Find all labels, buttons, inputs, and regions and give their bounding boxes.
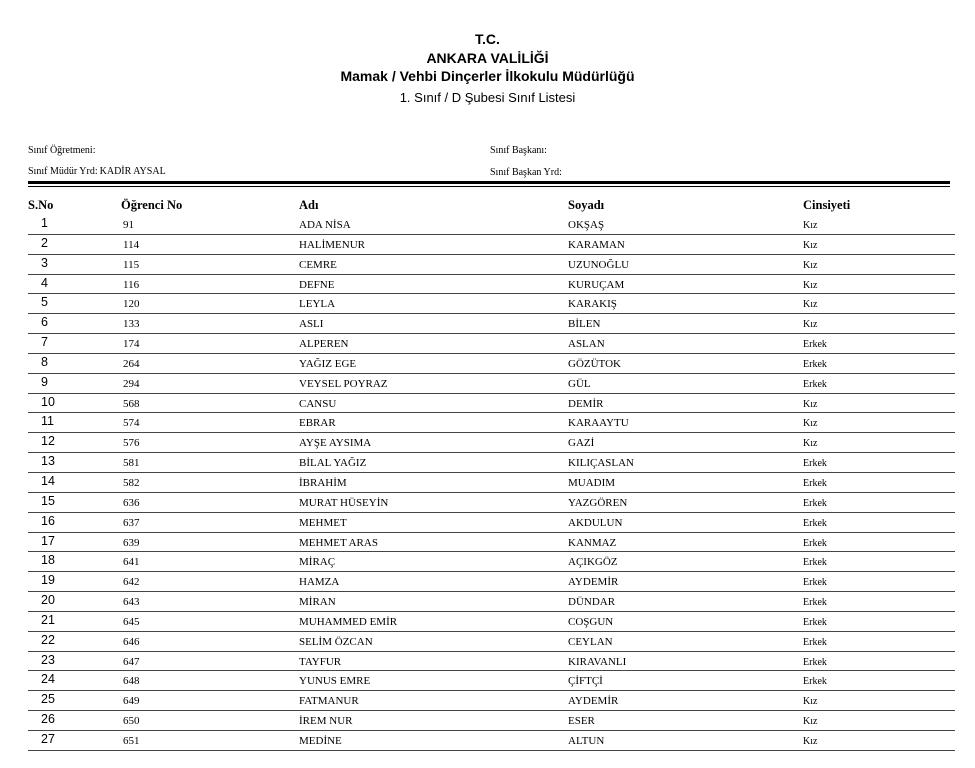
cell-student-no: 115 bbox=[123, 258, 140, 271]
cell-name: YUNUS EMRE bbox=[299, 675, 371, 688]
cell-surname: GÖZÜTOK bbox=[568, 357, 621, 370]
table-row bbox=[0, 513, 975, 533]
cell-name: İREM NUR bbox=[299, 715, 353, 728]
cell-sno: 26 bbox=[41, 712, 55, 727]
cell-surname: ÇİFTÇİ bbox=[568, 675, 603, 688]
header-valilik: ANKARA VALİLİĞİ bbox=[426, 50, 549, 66]
cell-gender: Erkek bbox=[803, 497, 827, 509]
cell-sno: 17 bbox=[41, 533, 55, 548]
header-school: Mamak / Vehbi Dinçerler İlkokulu Müdürlüğü bbox=[340, 68, 635, 84]
meta-vice-principal bbox=[28, 166, 166, 177]
cell-surname: KILIÇASLAN bbox=[568, 457, 634, 470]
cell-sno: 1 bbox=[41, 216, 48, 230]
cell-gender: Kız bbox=[803, 239, 818, 251]
cell-gender: Kız bbox=[803, 398, 818, 410]
cell-name: VEYSEL POYRAZ bbox=[299, 377, 388, 390]
cell-student-no: 574 bbox=[123, 417, 140, 430]
cell-gender: Erkek bbox=[803, 577, 827, 589]
cell-student-no: 91 bbox=[123, 219, 134, 231]
cell-gender: Erkek bbox=[803, 597, 827, 609]
cell-student-no: 649 bbox=[123, 695, 140, 708]
table-row bbox=[0, 453, 975, 473]
cell-sno: 22 bbox=[41, 632, 55, 647]
cell-name: ALPEREN bbox=[299, 338, 349, 351]
cell-sno: 21 bbox=[41, 612, 55, 627]
cell-surname: ALTUN bbox=[568, 734, 605, 747]
table-row bbox=[0, 294, 975, 314]
cell-student-no: 648 bbox=[123, 675, 140, 688]
cell-student-no: 643 bbox=[123, 596, 140, 609]
cell-gender: Erkek bbox=[803, 358, 827, 370]
col-header-sno: S.No bbox=[28, 198, 54, 212]
cell-surname: KURUÇAM bbox=[568, 278, 625, 291]
cell-gender: Kız bbox=[803, 735, 818, 747]
cell-gender: Erkek bbox=[803, 557, 827, 569]
meta-teacher-label: Sınıf Öğretmeni: bbox=[28, 145, 96, 156]
cell-gender: Kız bbox=[803, 220, 818, 231]
table-row bbox=[0, 731, 975, 751]
cell-gender: Erkek bbox=[803, 458, 827, 470]
cell-sno: 13 bbox=[41, 454, 55, 469]
cell-student-no: 114 bbox=[123, 238, 140, 251]
cell-surname: COŞGUN bbox=[568, 615, 614, 628]
table-header bbox=[0, 198, 975, 214]
cell-surname: GÜL bbox=[568, 377, 591, 390]
cell-surname: KARAKIŞ bbox=[568, 298, 617, 311]
cell-surname: KARAMAN bbox=[568, 238, 625, 251]
cell-name: HAMZA bbox=[299, 576, 340, 589]
table-row bbox=[0, 374, 975, 394]
cell-surname: GAZİ bbox=[568, 437, 595, 450]
cell-name: AYŞE AYSIMA bbox=[299, 437, 372, 450]
cell-surname: OKŞAŞ bbox=[568, 219, 605, 231]
col-header-surname: Soyadı bbox=[568, 198, 605, 212]
cell-gender: Kız bbox=[803, 716, 818, 728]
cell-sno: 8 bbox=[41, 354, 48, 369]
cell-sno: 25 bbox=[41, 692, 55, 707]
meta-vice-principal-value: KADİR AYSAL bbox=[99, 166, 166, 177]
cell-student-no: 645 bbox=[123, 615, 140, 628]
cell-surname: DEMİR bbox=[568, 397, 604, 410]
cell-gender: Erkek bbox=[803, 616, 827, 628]
cell-gender: Kız bbox=[803, 279, 818, 291]
cell-name: CANSU bbox=[299, 397, 337, 410]
cell-gender: Erkek bbox=[803, 517, 827, 529]
cell-surname: AKDULUN bbox=[568, 516, 623, 529]
table-row bbox=[0, 533, 975, 553]
cell-student-no: 647 bbox=[123, 655, 140, 668]
row-divider bbox=[28, 750, 955, 751]
cell-sno: 5 bbox=[41, 295, 48, 310]
cell-sno: 9 bbox=[41, 374, 48, 389]
meta-class-president bbox=[490, 145, 549, 156]
table-row bbox=[0, 671, 975, 691]
header-divider-thick bbox=[28, 181, 950, 184]
cell-name: MİRAN bbox=[299, 596, 336, 609]
cell-gender: Erkek bbox=[803, 477, 827, 489]
cell-name: MEDİNE bbox=[299, 734, 342, 747]
cell-gender: Kız bbox=[803, 418, 818, 430]
cell-sno: 23 bbox=[41, 652, 55, 667]
cell-name: TAYFUR bbox=[299, 655, 342, 668]
table-row bbox=[0, 314, 975, 334]
cell-gender: Erkek bbox=[803, 636, 827, 648]
cell-surname: MUADIM bbox=[568, 476, 616, 489]
cell-gender: Kız bbox=[803, 438, 818, 450]
cell-gender: Kız bbox=[803, 319, 818, 331]
cell-name: MEHMET bbox=[299, 516, 347, 529]
table-row bbox=[0, 652, 975, 672]
cell-surname: UZUNOĞLU bbox=[568, 258, 630, 271]
cell-surname: AYDEMİR bbox=[568, 576, 619, 589]
table-row bbox=[0, 433, 975, 453]
student-table bbox=[0, 215, 975, 751]
table-row bbox=[0, 334, 975, 354]
cell-name: HALİMENUR bbox=[299, 238, 365, 251]
cell-student-no: 581 bbox=[123, 457, 140, 470]
cell-surname: BİLEN bbox=[568, 318, 601, 331]
cell-gender: Kız bbox=[803, 696, 818, 708]
cell-student-no: 637 bbox=[123, 516, 140, 529]
cell-name: CEMRE bbox=[299, 258, 337, 271]
cell-sno: 7 bbox=[41, 335, 48, 350]
cell-name: LEYLA bbox=[299, 298, 336, 311]
cell-gender: Kız bbox=[803, 299, 818, 311]
cell-surname: KARAAYTU bbox=[568, 417, 629, 430]
cell-sno: 27 bbox=[41, 731, 55, 746]
cell-surname: ASLAN bbox=[568, 338, 605, 351]
cell-student-no: 639 bbox=[123, 536, 140, 549]
cell-name: ASLI bbox=[299, 318, 324, 331]
cell-name: ADA NİSA bbox=[299, 219, 351, 231]
cell-gender: Erkek bbox=[803, 676, 827, 688]
cell-surname: YAZGÖREN bbox=[568, 496, 628, 509]
table-row bbox=[0, 493, 975, 513]
cell-sno: 12 bbox=[41, 434, 55, 449]
table-row bbox=[0, 215, 975, 235]
cell-sno: 6 bbox=[41, 315, 48, 330]
cell-sno: 24 bbox=[41, 672, 55, 687]
cell-student-no: 568 bbox=[123, 397, 140, 410]
cell-sno: 18 bbox=[41, 553, 55, 568]
cell-student-no: 133 bbox=[123, 318, 140, 331]
cell-surname: DÜNDAR bbox=[568, 596, 616, 609]
meta-vice-principal-label: Sınıf Müdür Yrd: bbox=[28, 166, 98, 177]
meta-vice-president bbox=[490, 167, 564, 178]
table-row bbox=[0, 632, 975, 652]
cell-student-no: 264 bbox=[123, 357, 140, 370]
cell-surname: AYDEMİR bbox=[568, 695, 619, 708]
table-row bbox=[0, 413, 975, 433]
table-row bbox=[0, 592, 975, 612]
cell-sno: 15 bbox=[41, 493, 55, 508]
table-row bbox=[0, 552, 975, 572]
table-row bbox=[0, 473, 975, 493]
cell-student-no: 646 bbox=[123, 635, 140, 648]
header-class-list: 1. Sınıf / D Şubesi Sınıf Listesi bbox=[399, 90, 576, 105]
cell-sno: 16 bbox=[41, 513, 55, 528]
cell-name: MİRAÇ bbox=[299, 556, 336, 569]
cell-gender: Kız bbox=[803, 259, 818, 271]
cell-sno: 11 bbox=[41, 414, 54, 429]
cell-student-no: 116 bbox=[123, 278, 140, 291]
cell-surname: CEYLAN bbox=[568, 635, 613, 648]
cell-student-no: 651 bbox=[123, 734, 140, 747]
cell-name: FATMANUR bbox=[299, 695, 359, 708]
table-row bbox=[0, 354, 975, 374]
table-row bbox=[0, 711, 975, 731]
cell-sno: 14 bbox=[41, 473, 55, 488]
cell-name: DEFNE bbox=[299, 278, 335, 291]
cell-name: MURAT HÜSEYİN bbox=[299, 496, 389, 509]
table-row bbox=[0, 275, 975, 295]
cell-student-no: 576 bbox=[123, 437, 140, 450]
col-header-student-no: Öğrenci No bbox=[121, 198, 183, 212]
cell-name: MUHAMMED EMİR bbox=[299, 615, 398, 628]
cell-gender: Erkek bbox=[803, 378, 827, 390]
table-row bbox=[0, 394, 975, 414]
col-header-gender: Cinsiyeti bbox=[803, 198, 851, 212]
cell-student-no: 582 bbox=[123, 476, 140, 489]
cell-student-no: 650 bbox=[123, 715, 140, 728]
meta-teacher bbox=[28, 145, 98, 156]
cell-sno: 2 bbox=[41, 235, 48, 250]
cell-name: SELİM ÖZCAN bbox=[299, 635, 373, 648]
cell-name: İBRAHİM bbox=[299, 476, 347, 489]
cell-gender: Erkek bbox=[803, 656, 827, 668]
cell-name: YAĞIZ EGE bbox=[299, 357, 357, 370]
cell-surname: AÇIKGÖZ bbox=[568, 556, 618, 569]
table-row bbox=[0, 612, 975, 632]
meta-vice-president-label: Sınıf Başkan Yrd: bbox=[490, 167, 562, 178]
cell-surname: KANMAZ bbox=[568, 536, 617, 549]
header-tc: T.C. bbox=[475, 31, 500, 47]
cell-name: BİLAL YAĞIZ bbox=[299, 457, 367, 470]
cell-sno: 4 bbox=[41, 275, 48, 290]
meta-class-president-label: Sınıf Başkanı: bbox=[490, 145, 547, 156]
col-header-name: Adı bbox=[299, 198, 319, 212]
table-row bbox=[0, 255, 975, 275]
table-row bbox=[0, 691, 975, 711]
cell-gender: Erkek bbox=[803, 537, 827, 549]
cell-surname: KIRAVANLI bbox=[568, 655, 627, 668]
cell-sno: 20 bbox=[41, 593, 55, 608]
cell-student-no: 636 bbox=[123, 496, 140, 509]
cell-student-no: 120 bbox=[123, 298, 140, 311]
cell-surname: ESER bbox=[568, 715, 595, 728]
cell-student-no: 641 bbox=[123, 556, 140, 569]
cell-sno: 10 bbox=[41, 394, 55, 409]
cell-student-no: 642 bbox=[123, 576, 140, 589]
cell-sno: 19 bbox=[41, 573, 55, 588]
cell-name: EBRAR bbox=[299, 417, 336, 430]
cell-name: MEHMET ARAS bbox=[299, 536, 378, 549]
header-divider-thin bbox=[28, 186, 950, 187]
cell-student-no: 294 bbox=[123, 377, 140, 390]
cell-sno: 3 bbox=[41, 255, 48, 270]
cell-student-no: 174 bbox=[123, 338, 140, 351]
table-row bbox=[0, 235, 975, 255]
table-row bbox=[0, 572, 975, 592]
cell-gender: Erkek bbox=[803, 339, 827, 351]
